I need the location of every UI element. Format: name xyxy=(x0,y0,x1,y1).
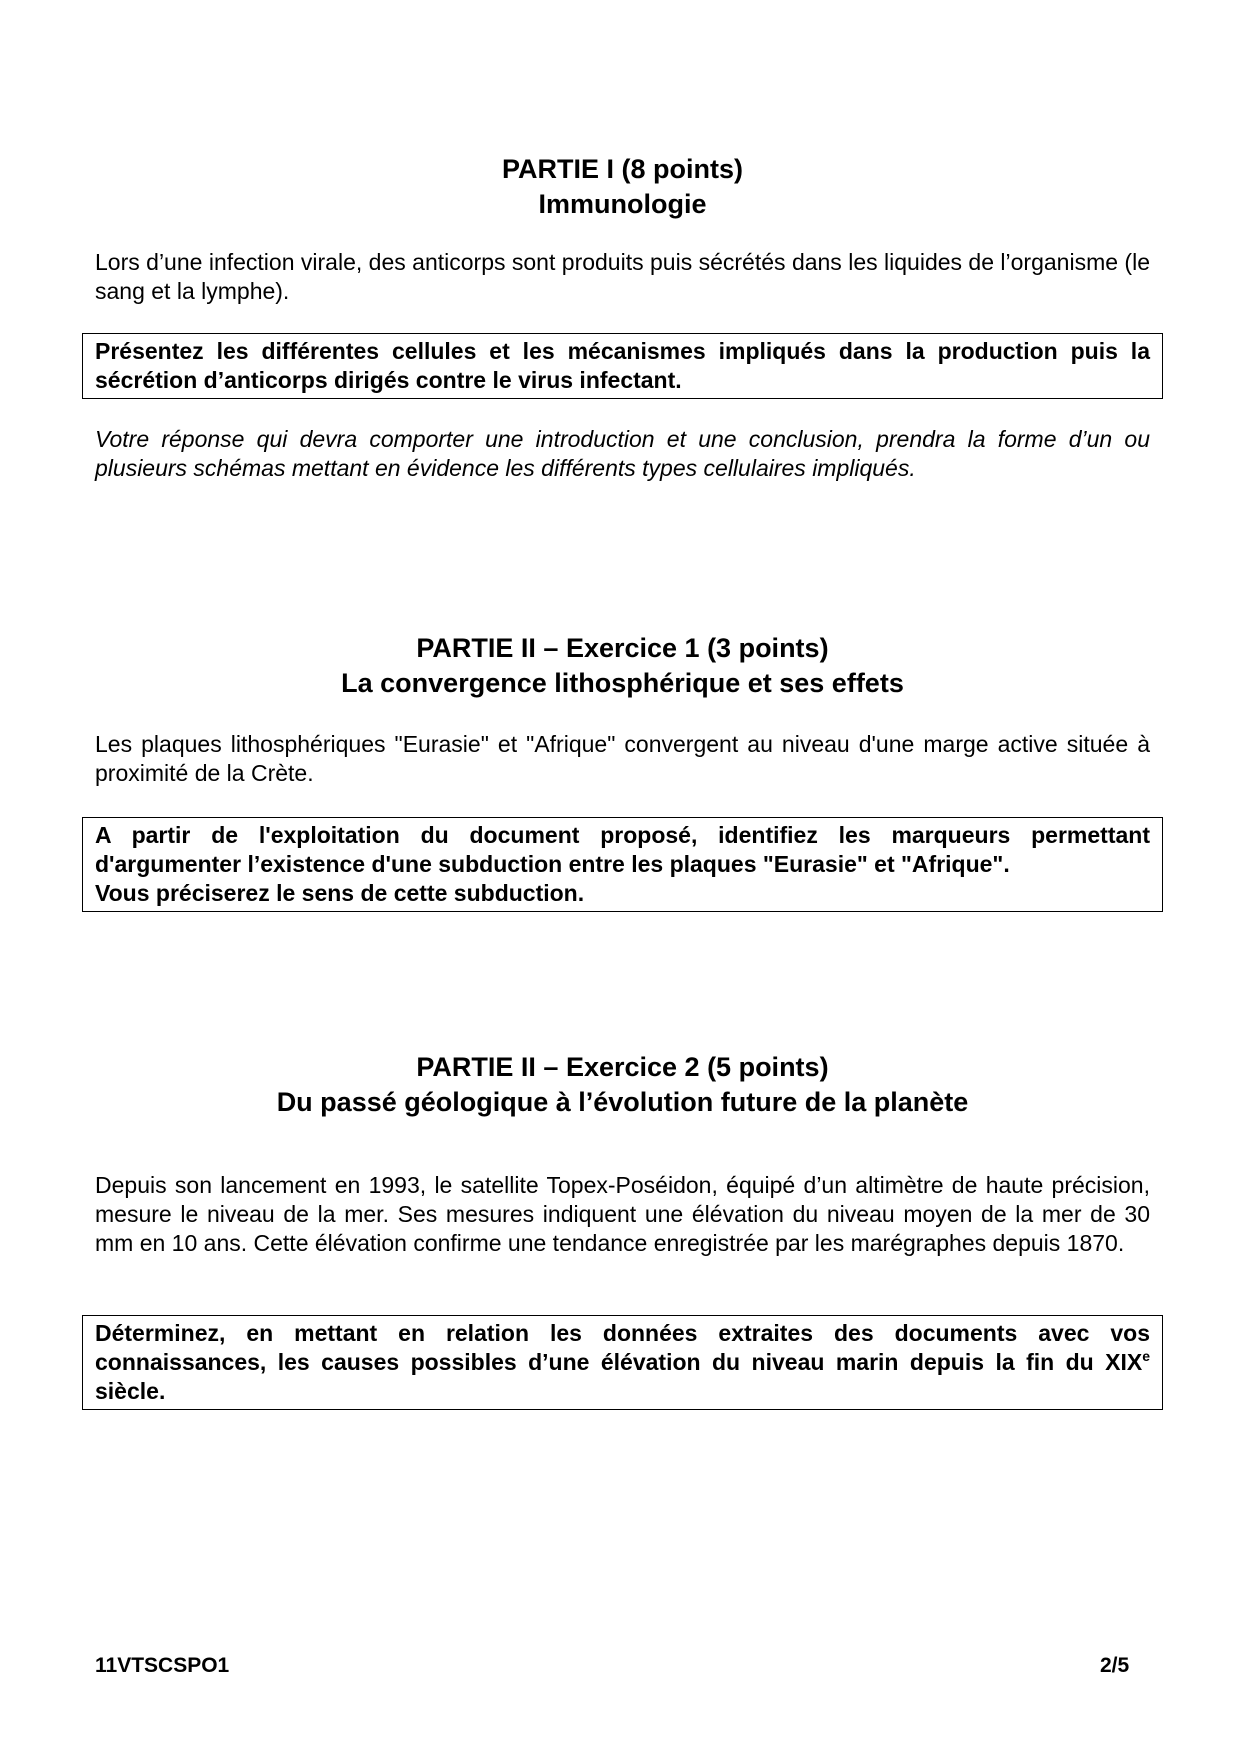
partie-1-instructions: Votre réponse qui devra comporter une introduction et une conclusion, prendra la forme d’un ou plusieurs schémas mettant en évidence les différents types cellulaires impliqués. xyxy=(95,426,1150,481)
partie-2-ex-1-task-line-1: A partir de l'exploitation du document proposé, identifiez les marqueurs permettant d'argumenter l’existence d'une subduction entre les plaques "Eurasie" et "Afrique". xyxy=(95,822,1150,877)
partie-1-heading xyxy=(95,152,1150,222)
partie-1-intro-block xyxy=(95,248,1150,306)
partie-2-ex-2-title: PARTIE II – Exercice 2 (5 points) xyxy=(416,1052,829,1082)
partie-1-task-box xyxy=(82,333,1163,399)
partie-2-ex-2-intro: Depuis son lancement en 1993, le satellite Topex-Poséidon, équipé d’un altimètre de haute précision, mesure le niveau de la mer. Ses mesures indiquent une élévation du niveau moyen de la mer de 30 mm en 10 ans. Cette élévation confirme une tendance enregistrée par les marégraphes depuis 1870. xyxy=(95,1172,1150,1256)
partie-2-ex-1-task-box xyxy=(82,817,1163,912)
partie-2-ex-1-heading xyxy=(95,631,1150,701)
partie-1-task: Présentez les différentes cellules et les mécanismes impliqués dans la production puis la sécrétion d’anticorps dirigés contre le virus infectant. xyxy=(95,338,1150,393)
partie-2-ex-1-intro: Les plaques lithosphériques "Eurasie" et "Afrique" convergent au niveau d'une marge active située à proximité de la Crète. xyxy=(95,731,1150,786)
footer-code: 11VTSCSPO1 xyxy=(95,1654,230,1677)
partie-2-ex-2-subtitle: Du passé géologique à l’évolution future de la planète xyxy=(276,1087,969,1117)
partie-1-subtitle: Immunologie xyxy=(538,189,707,219)
partie-2-ex-2-task-box xyxy=(82,1315,1163,1410)
partie-2-ex-1-title: PARTIE II – Exercice 1 (3 points) xyxy=(416,633,829,663)
partie-2-ex-2-task xyxy=(95,1319,1150,1406)
partie-2-ex-1-intro-block xyxy=(95,730,1150,788)
partie-2-ex-1-task-line-2: Vous préciserez le sens de cette subduction. xyxy=(95,880,585,906)
partie-2-ex-2-heading xyxy=(95,1050,1150,1120)
partie-2-ex-2-task-superscript: e xyxy=(1142,1348,1150,1364)
partie-1-instructions-block xyxy=(95,425,1150,483)
footer-page-number: 2/5 xyxy=(1100,1654,1130,1677)
partie-1-title: PARTIE I (8 points) xyxy=(502,154,743,184)
partie-2-ex-2-task-main: Déterminez, en mettant en relation les données extraites des documents avec vos connaissances, les causes possibles d’une élévation du niveau marin depuis la fin du XIX xyxy=(95,1320,1150,1375)
partie-2-ex-1-subtitle: La convergence lithosphérique et ses effets xyxy=(341,668,904,698)
partie-2-ex-2-task-end: siècle. xyxy=(95,1378,166,1404)
partie-1-intro: Lors d’une infection virale, des anticorps sont produits puis sécrétés dans les liquides de l’organisme (le sang et la lymphe). xyxy=(95,249,1150,304)
partie-2-ex-2-intro-block xyxy=(95,1171,1150,1258)
